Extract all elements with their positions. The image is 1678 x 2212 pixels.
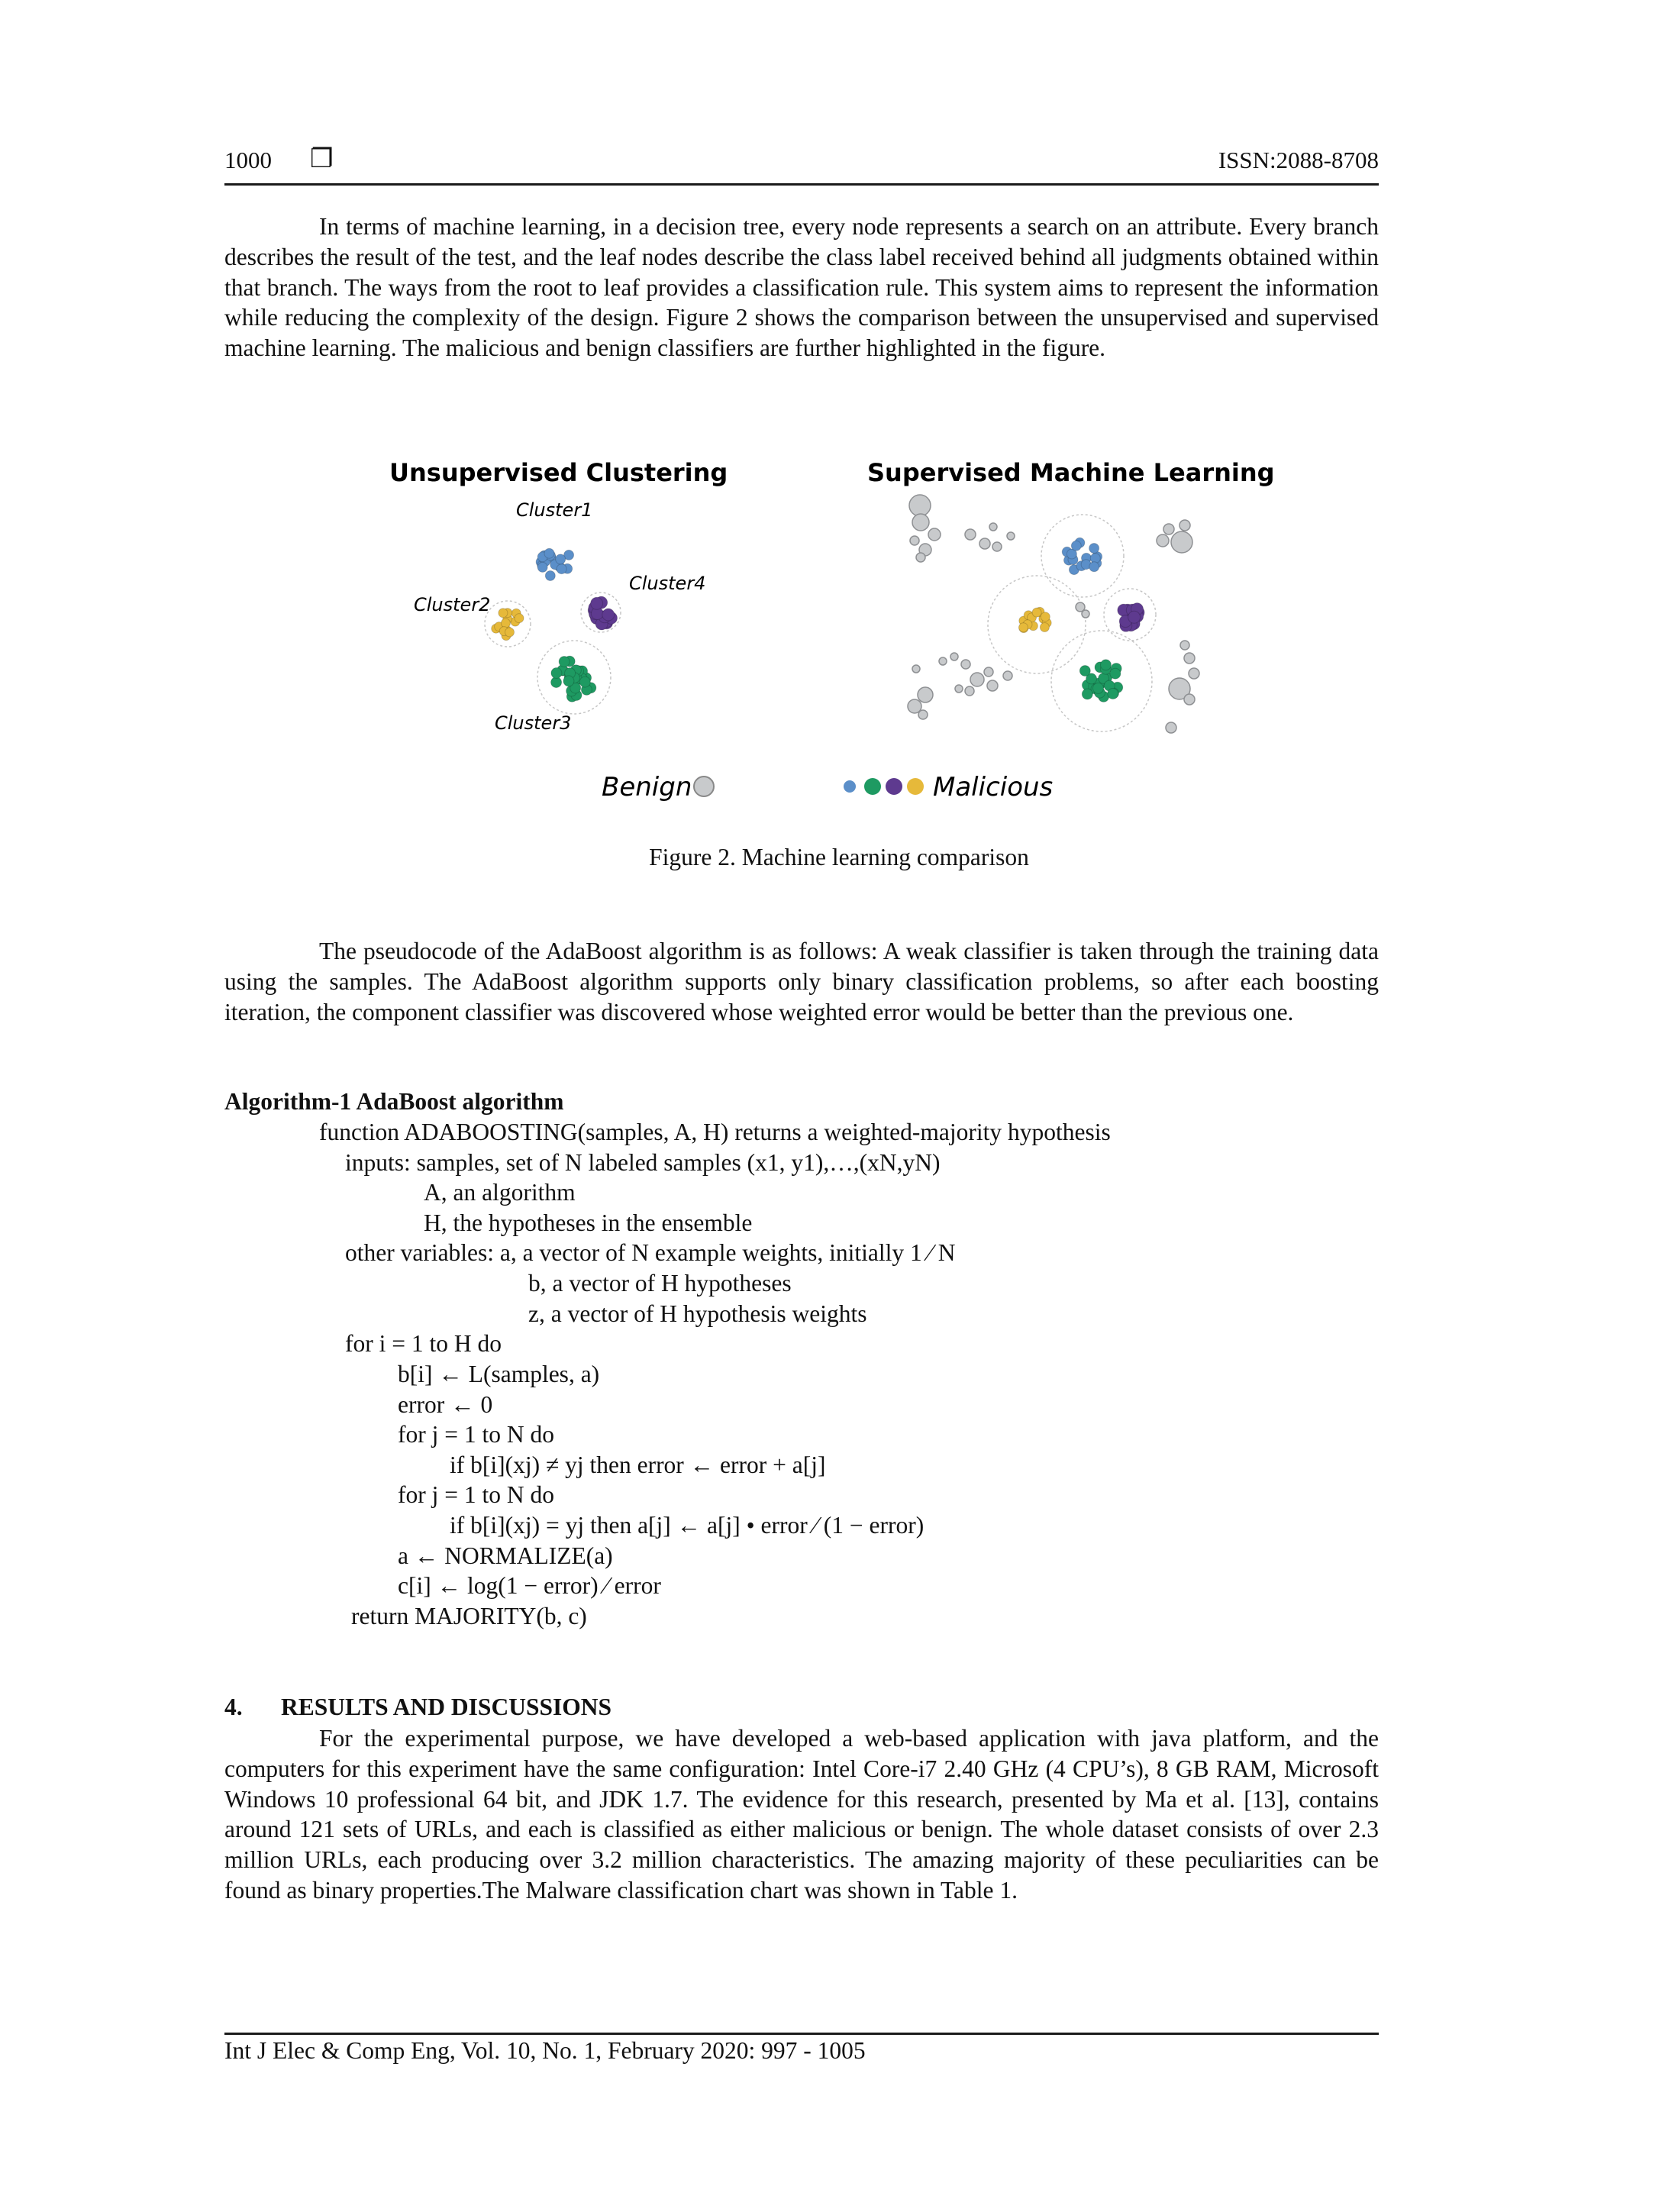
supervised-yellow-dot xyxy=(1041,612,1050,622)
benign-dot xyxy=(912,665,920,673)
benign-dot xyxy=(1157,534,1169,547)
algo-line: error ← 0 xyxy=(398,1391,493,1418)
adaboost-paragraph: The pseudocode of the AdaBoost algorithm is as follows: A weak classifier is taken through the training data using the samples. The AdaBoost algorithm supports only binary classification problems, so after each boosting iteration, the component classifier was discovered whose weighted error would be better than the previous one. xyxy=(224,938,1379,1025)
benign-dot xyxy=(1189,668,1199,679)
algo-line: b, a vector of H hypotheses xyxy=(528,1270,792,1297)
benign-dot xyxy=(912,514,929,531)
benign-dot xyxy=(961,660,970,669)
benign-dot xyxy=(1166,722,1176,733)
benign-dot xyxy=(1007,532,1015,540)
algo-line: function ADABOOSTING(samples, A, H) returns a weighted-majority hypothesis xyxy=(319,1119,1111,1145)
benign-dot xyxy=(955,685,963,693)
cluster3-dot xyxy=(563,676,574,686)
benign-dot xyxy=(1163,524,1174,534)
cluster2-dot xyxy=(515,614,524,623)
figure-2-graphic xyxy=(374,443,1275,825)
supervised-blue-dot xyxy=(1089,562,1099,572)
benign-dot xyxy=(918,687,933,702)
cluster2-dot xyxy=(501,618,510,628)
algo-line: A, an algorithm xyxy=(424,1179,576,1206)
benign-dot xyxy=(918,710,928,719)
cluster2-dot xyxy=(499,609,508,618)
supervised-green-dot xyxy=(1110,668,1121,679)
issn: ISSN:2088-8708 xyxy=(1218,147,1379,173)
algo-line: if b[i](xj) ≠ yj then error ← error + a[j] xyxy=(450,1452,826,1478)
supervised-green-dot xyxy=(1079,666,1090,677)
cluster1-dot xyxy=(545,571,555,581)
cluster2-label: Cluster2 xyxy=(414,594,491,615)
intro-paragraph: In terms of machine learning, in a decision tree, every node represents a search on an attribute. Every branch describes the result of the test, and the leaf nodes describe the class label received behind all judgments obtained within that branch. The ways from the root to leaf provides a classification rule. This system aims to represent the information while reducing the complexity of the design. Figure 2 shows the comparison between the unsupervised and supervised machine learning. The malicious and benign classifiers are further highlighted in the figure. xyxy=(224,213,1379,362)
benign-dot xyxy=(970,673,984,686)
cluster3-label: Cluster3 xyxy=(495,712,572,734)
cluster1-dot xyxy=(556,554,566,564)
figure-caption: Figure 2. Machine learning comparison xyxy=(649,844,1029,870)
legend-yellow-dot xyxy=(907,778,924,795)
algo-line: for i = 1 to H do xyxy=(345,1330,502,1357)
benign-dot xyxy=(992,542,1002,551)
algo-line: a ← NORMALIZE(a) xyxy=(398,1542,613,1569)
algo-line: c[i] ← log(1 − error) ⁄ error xyxy=(398,1572,661,1599)
algo-line: H, the hypotheses in the ensemble xyxy=(424,1209,753,1236)
supervised-yellow-dot xyxy=(1032,608,1041,617)
right-panel-title: Supervised Machine Learning xyxy=(867,458,1275,487)
cluster1-dot xyxy=(557,564,566,574)
benign-dot xyxy=(1180,641,1189,650)
cluster3-dot xyxy=(551,668,562,679)
footer-rule xyxy=(224,2033,1379,2035)
supervised-blue-dot xyxy=(1089,544,1099,554)
supervised-green-dot xyxy=(1108,689,1118,699)
algo-line: other variables: a, a vector of N example weights, initially 1 ⁄ N xyxy=(345,1239,956,1266)
benign-dot xyxy=(984,667,993,677)
benign-dot xyxy=(965,686,974,696)
supervised-purple-dot xyxy=(1128,611,1141,623)
benign-dot xyxy=(965,529,976,540)
benign-dot xyxy=(939,657,947,665)
legend-purple-dot xyxy=(886,778,902,795)
supervised-blue-dot xyxy=(1071,541,1081,551)
algo-line: b[i] ← L(samples, a) xyxy=(398,1361,600,1387)
figure-2 xyxy=(374,443,1275,825)
benign-dot xyxy=(928,528,941,541)
benign-dot xyxy=(1003,671,1012,680)
benign-dot xyxy=(1171,531,1192,553)
benign-dot xyxy=(987,680,998,691)
cluster4-dot xyxy=(602,609,615,621)
legend-malicious-label: Malicious xyxy=(933,772,1054,802)
algo-line: z, a vector of H hypothesis weights xyxy=(528,1300,867,1327)
header-rule xyxy=(224,183,1379,186)
benign-dot xyxy=(989,523,997,531)
benign-dot xyxy=(1082,610,1089,618)
benign-dot xyxy=(979,538,990,549)
benign-dot xyxy=(910,536,919,545)
footer-citation: Int J Elec & Comp Eng, Vol. 10, No. 1, February 2020: 997 - 1005 xyxy=(224,2037,866,2064)
algo-line: for j = 1 to N do xyxy=(398,1481,554,1508)
algorithm-title: Algorithm-1 AdaBoost algorithm xyxy=(224,1088,564,1115)
algo-line: if b[i](xj) = yj then a[j] ← a[j] • error ⁄ (1 − error) xyxy=(450,1512,925,1539)
benign-dot xyxy=(1179,520,1190,531)
section-number: 4. xyxy=(224,1694,243,1720)
legend-green-dot xyxy=(864,778,881,795)
cluster3-dot xyxy=(579,677,590,687)
cluster4-dot xyxy=(591,597,603,609)
cluster1-dot xyxy=(544,548,554,558)
legend-benign-label: Benign xyxy=(602,772,692,802)
benign-dot xyxy=(950,653,958,660)
benign-dot xyxy=(916,553,925,562)
cluster1-label: Cluster1 xyxy=(516,499,593,521)
benign-dot xyxy=(1184,694,1195,705)
supervised-yellow-dot xyxy=(1019,623,1028,632)
scatter-dots xyxy=(485,495,1199,733)
section-paragraph: For the experimental purpose, we have developed a web-based application with java platform, and the computers for this experiment have the same configuration: Intel Core-i7 2.40 GHz (4 CPU’s), 8 GB RAM, Microsoft Windows 10 professional 64 bit, and JDK 1.7. The evidence for this research, presented by Ma et al. [13], contains around 121 sets of URLs, and each is classified as either malicious or benign. The whole dataset consists of over 2.3 million URLs, each producing over 3.2 million characteristics. The amazing majority of these peculiarities can be found as binary properties.The Malware classification chart was shown in Table 1. xyxy=(224,1725,1379,1904)
legend-benign-dot xyxy=(694,777,714,796)
left-panel-title: Unsupervised Clustering xyxy=(389,458,728,487)
supervised-yellow-dot xyxy=(1040,623,1049,632)
supervised-green-dot xyxy=(1082,689,1092,699)
cluster1-dot xyxy=(537,562,547,572)
benign-dot xyxy=(1184,653,1195,664)
algo-line: for j = 1 to N do xyxy=(398,1421,554,1448)
algo-line: return MAJORITY(b, c) xyxy=(351,1603,587,1629)
section-title: RESULTS AND DISCUSSIONS xyxy=(281,1694,612,1720)
page-number: 1000 xyxy=(224,147,272,173)
legend-blue-dot xyxy=(844,780,856,793)
supervised-green-dot xyxy=(1093,683,1104,693)
cluster2-dot xyxy=(505,628,515,637)
box-icon: ❐ xyxy=(310,144,334,174)
cluster4-label: Cluster4 xyxy=(629,573,706,594)
supervised-green-dot xyxy=(1101,660,1112,670)
algo-line: inputs: samples, set of N labeled samples (x1, y1),…,(xN,yN) xyxy=(345,1149,941,1176)
benign-dot xyxy=(909,495,931,516)
cluster3-dot xyxy=(559,657,570,667)
